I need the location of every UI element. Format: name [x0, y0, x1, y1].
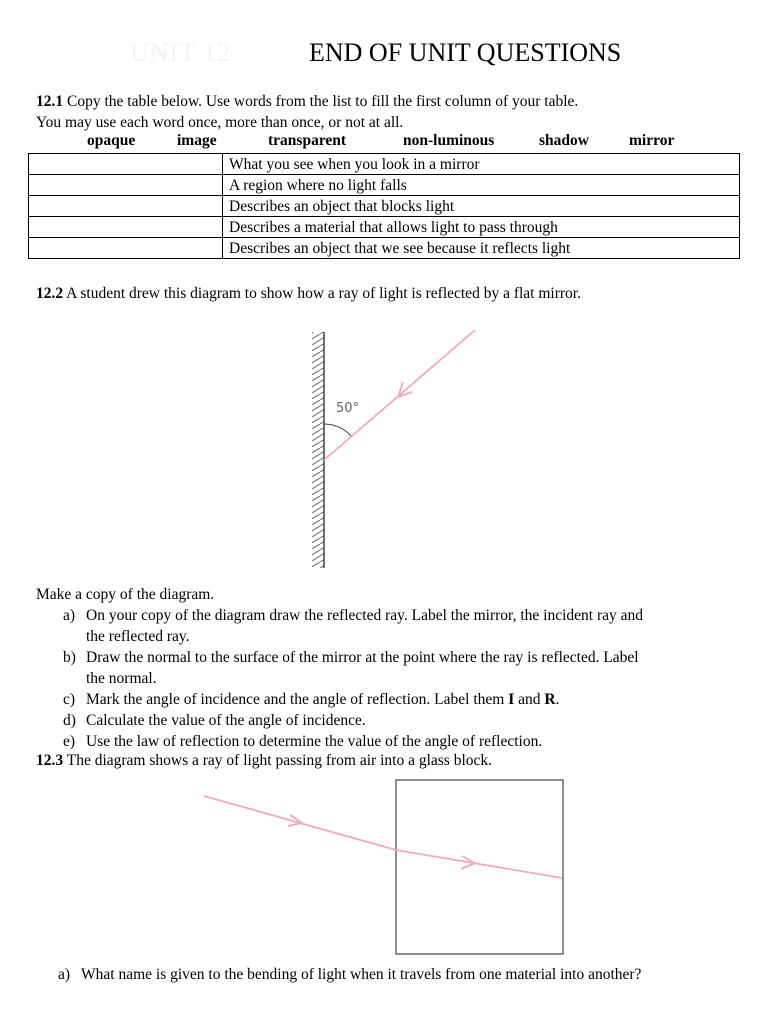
- table-row: [29, 175, 740, 196]
- item-text-cont: the normal.: [86, 670, 157, 687]
- q3-intro: [36, 750, 492, 771]
- answer-table: [28, 153, 740, 259]
- item-text-end: .: [555, 691, 560, 708]
- table-row: [29, 238, 740, 259]
- table-row: [29, 196, 740, 217]
- q1-intro-line1: [36, 91, 578, 112]
- item-text-mid: and: [514, 691, 545, 708]
- item-text-cont: the reflected ray.: [86, 628, 190, 645]
- page-title: END OF UNIT QUESTIONS: [309, 38, 622, 67]
- glass-block: [396, 780, 563, 954]
- angle-arc: [324, 424, 351, 436]
- description-cell: Describes a material that allows light to pass through: [223, 217, 740, 238]
- q2-text: A student drew this diagram to show how a ray of light is reflected by a flat mirror.: [63, 285, 581, 302]
- item-label: b): [63, 649, 76, 666]
- q2-intro: [36, 283, 581, 304]
- table-row: [29, 217, 740, 238]
- item-label: d): [63, 712, 76, 729]
- item-label: a): [63, 607, 76, 624]
- list-item: [36, 689, 643, 710]
- item-text: Mark the angle of incidence and the angle of reflection. Label them: [86, 691, 509, 708]
- word-shadow: shadow: [539, 132, 589, 149]
- item-text: On your copy of the diagram draw the reflected ray. Label the mirror, the incident ray and: [86, 607, 644, 624]
- unit-label: UNIT 12: [130, 38, 232, 67]
- list-item: [36, 731, 643, 752]
- word-opaque: opaque: [87, 132, 136, 149]
- item-text: Calculate the value of the angle of incidence.: [86, 712, 366, 729]
- item-label: e): [63, 733, 76, 750]
- q3-text: The diagram shows a ray of light passing from air into a glass block.: [63, 752, 493, 769]
- q2-copy-instruction: Make a copy of the diagram.: [36, 586, 215, 603]
- q2-subquestions: [36, 605, 643, 752]
- answer-cell: [29, 196, 223, 217]
- word-transparent: transparent: [268, 132, 347, 149]
- q1-number: 12.1: [36, 93, 64, 110]
- list-item: [36, 710, 643, 731]
- q1-intro-text: Copy the table below. Use words from the list to fill the first column of your table.: [63, 93, 579, 110]
- incidence-symbol: I: [508, 691, 515, 708]
- q3-number: 12.3: [36, 752, 64, 769]
- answer-cell: [29, 175, 223, 196]
- q1-intro-line2: You may use each word once, more than once, or not at all.: [36, 114, 404, 131]
- mirror-diagram: [300, 322, 500, 572]
- mirror-hatching: [312, 332, 324, 568]
- ray-in-glass: [396, 850, 562, 878]
- item-label: c): [63, 691, 76, 708]
- description-cell: A region where no light falls: [223, 175, 740, 196]
- list-item: [36, 605, 643, 647]
- word-image: image: [177, 132, 217, 149]
- word-non-luminous: non-luminous: [403, 132, 495, 149]
- answer-cell: [29, 217, 223, 238]
- description-cell: Describes an object that we see because it reflects light: [223, 238, 740, 259]
- reflection-symbol: R: [544, 691, 556, 708]
- description-cell: What you see when you look in a mirror: [223, 154, 740, 175]
- description-cell: Describes an object that blocks light: [223, 196, 740, 217]
- table-row: [29, 154, 740, 175]
- list-item: [36, 964, 641, 985]
- word-mirror: mirror: [629, 132, 675, 149]
- glass-block-diagram: [190, 770, 580, 960]
- q2-number: 12.2: [36, 285, 64, 302]
- angle-label: 50°: [336, 401, 360, 416]
- item-text: Use the law of reflection to determine the value of the angle of reflection.: [86, 733, 543, 750]
- answer-cell: [29, 154, 223, 175]
- list-item: [36, 647, 643, 689]
- item-text: Draw the normal to the surface of the mirror at the point where the ray is reflected. Label: [86, 649, 639, 666]
- q3-subquestions: [36, 964, 641, 985]
- answer-cell: [29, 238, 223, 259]
- item-label: a): [58, 966, 71, 983]
- item-text: What name is given to the bending of light when it travels from one material into another?: [81, 966, 642, 983]
